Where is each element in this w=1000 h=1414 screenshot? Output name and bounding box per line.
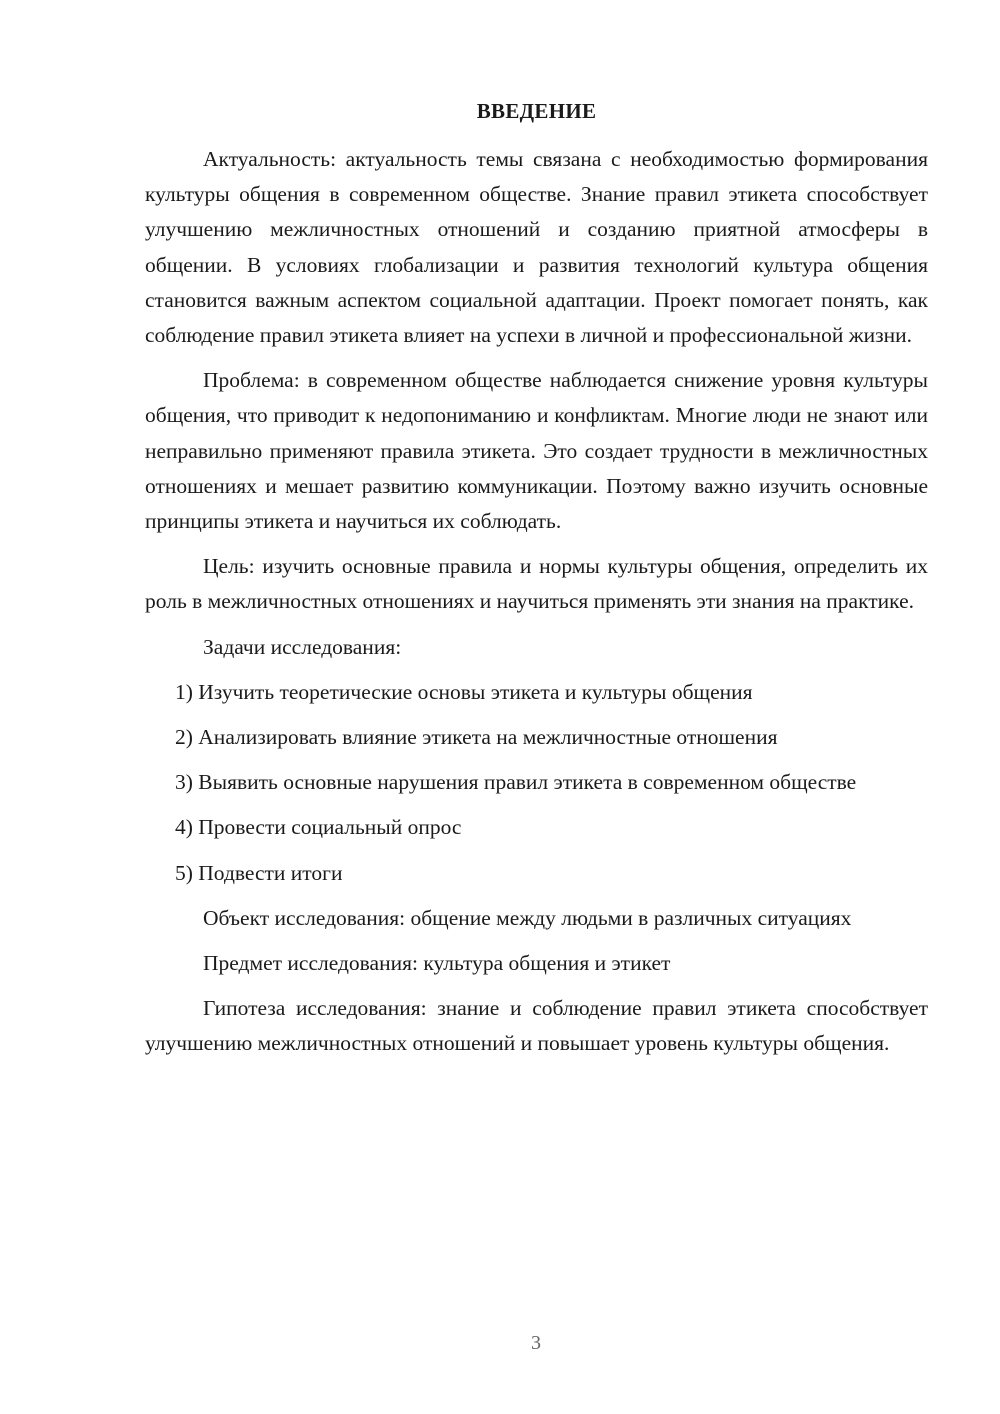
paragraph-problem: Проблема: в современном обществе наблюдается снижение уровня культуры общения, что приводит к недопониманию и конфликтам. Многие люди не знают или неправильно применяют правила этикета. Это создает трудности в межличностных отношениях и мешает развитию коммуникации. Поэтому важно изучить основные принципы этикета и научиться их соблюдать.: [145, 368, 928, 534]
paragraph-hypothesis: Гипотеза исследования: знание и соблюдение правил этикета способствует улучшению межличностных отношений и повышает уровень культуры общения.: [145, 996, 928, 1056]
body-text: [145, 142, 928, 1072]
page-number: 3: [531, 1332, 541, 1354]
section-title: ВВЕДЕНИЕ: [476, 99, 597, 123]
task-item-1: 1) Изучить теоретические основы этикета и культуры общения: [175, 679, 753, 704]
paragraph-goal: Цель: изучить основные правила и нормы культуры общения, определить их роль в межличностных отношениях и научиться применять эти знания на практике.: [145, 554, 928, 614]
paragraph-relevance: Актуальность: актуальность темы связана с необходимостью формирования культуры общения в современном обществе. Знание правил этикета способствует улучшению межличностных отношений и созданию приятной атмосферы в общении. В условиях глобализации и развития технологий культура общения становится важным аспектом социальной адаптации. Проект помогает понять, как соблюдение правил этикета влияет на успехи в личной и профессиональной жизни.: [145, 147, 928, 348]
task-item-2: 2) Анализировать влияние этикета на межличностные отношения: [175, 725, 778, 750]
tasks-heading: Задачи исследования:: [203, 634, 402, 659]
task-item-3: 3) Выявить основные нарушения правил этикета в современном обществе: [175, 770, 857, 795]
paragraph-subject: Предмет исследования: культура общения и этикет: [203, 951, 671, 976]
task-item-4: 4) Провести социальный опрос: [175, 815, 462, 840]
task-item-5: 5) Подвести итоги: [175, 860, 343, 885]
paragraph-object: Объект исследования: общение между людьми в различных ситуациях: [203, 905, 852, 930]
